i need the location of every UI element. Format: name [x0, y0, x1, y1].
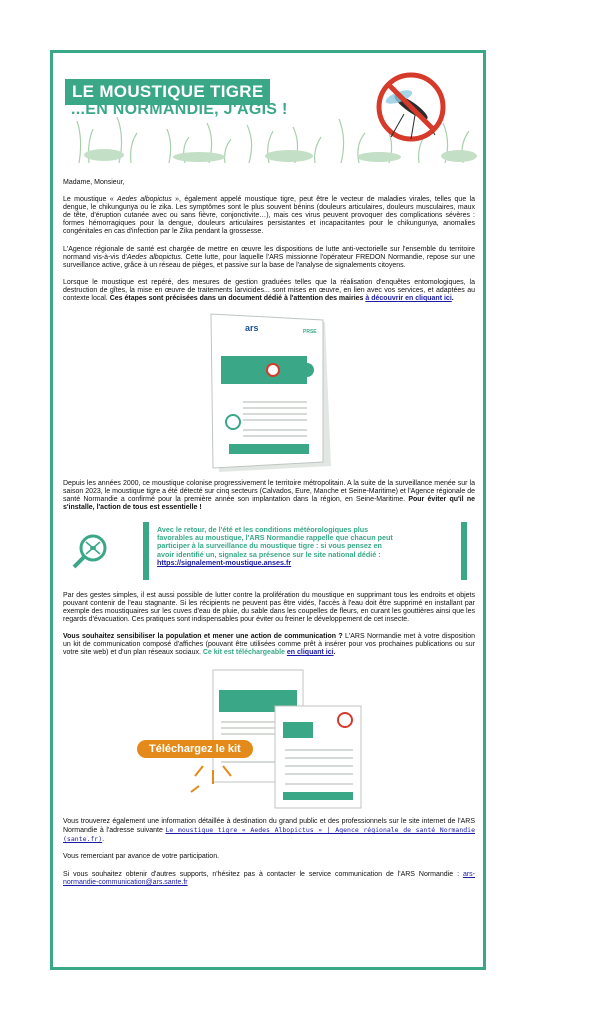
- paragraph-6: Vous souhaitez sensibiliser la population et mener une action de communication ? L'ARS Normandie met à votre disposition un kit de communication composé d'affiches (pouvant être utilisées comme prêt à insérer pour vos prochaines publications ou sur votre site web) et d'un plan réseaux sociaux. Ce kit est téléchargeable en cliquant ici.: [63, 632, 475, 657]
- paragraph-1: Le moustique « Aedes albopictus », également appelé moustique tigre, peut être le vecteur de maladies virales, telles que la dengue, le chikungunya ou le zika. Les symptômes sont le plus souvent bénins (douleurs articulaires, douleurs musculaires, maux de tête, d'éruption cutanée avec ou sans fièvre, conjonctivite…), mais ces virus peuvent provoquer des complications sévères : formes hémorragiques pour la dengue, douleurs articulaires persistantes et incapacitantes pour le chikungunya, anomalies congénitales en cas d'infection par le Zika pendant la grossesse.: [63, 196, 476, 236]
- brochure-image[interactable]: [63, 312, 475, 472]
- kit-image[interactable]: [63, 666, 475, 810]
- paragraph-3: Lorsque le moustique est repéré, des mesures de gestion graduées telles que la réalisation d'enquêtes entomologiques, la destruction de gîtes, la mise en œuvre de traitements larvicides... sont mises en œuvre, en lien avec vos services, et adaptées au contexte local. Ces étapes sont précisées dans un document dédié à l'attention des mairies à découvrir en cliquant ici.: [63, 278, 475, 303]
- paragraph-4: Depuis les années 2000, ce moustique colonise progressivement le territoire métropolitain. A la suite de la surveillance menée sur la saison 2023, le moustique tigre a été détecté sur cinq secteurs (Calvados, Eure, Manche et Seine-Maritime) et l'Agence régionale de santé Normandie a confirmé pour la première année son implantation dans la région, en Seine-Maritime. Pour éviter qu'il ne s'installe, l'action de tous est essentielle !: [63, 480, 475, 512]
- prse-badge: PRSE: [303, 329, 317, 336]
- kit-link[interactable]: en cliquant ici: [286, 649, 334, 657]
- paragraph-7: Vous trouverez également une information détaillée à destination du grand public et des professionnels sur le site internet de l'ARS Normandie à l'adresse suivante Le moustique tigre « Aedes Albopictus » | Agence régionale de santé Normandie (sante.fr).: [63, 818, 475, 844]
- ars-website-link[interactable]: Le moustique tigre « Aedes Albopictus » | Agence régionale de santé Normandie (sante.fr): [63, 826, 475, 844]
- no-mosquito-icon: [379, 75, 443, 139]
- notice-bar-left: [143, 522, 149, 580]
- email-body: [63, 179, 475, 896]
- paragraph-2: L'Agence régionale de santé est chargée de mettre en œuvre les dispositions de lutte anti-vectorielle sur l'ensemble du territoire normand vis-à-vis d'Aedes albopictus. Cette lutte, pour laquelle l'ARS missionne l'opérateur FREDON Normandie, repose sur une surveillance active, grâce à un réseau de pièges, et passive sur la base de l'analyse de signalements citoyens.: [63, 245, 475, 269]
- notice-bar-right: [461, 522, 467, 580]
- contact-email-link[interactable]: ars-normandie-communication@ars.sante.fr: [63, 870, 475, 886]
- paragraph-8: Vous remerciant par avance de votre participation.: [63, 853, 220, 861]
- signalement-link[interactable]: https://signalement-moustique.anses.fr: [157, 558, 292, 568]
- download-kit-button[interactable]: Téléchargez le kit: [137, 740, 253, 758]
- magnifier-mosquito-icon: [71, 532, 109, 570]
- paragraph-9: Si vous souhaitez obtenir d'autres supports, n'hésitez pas à contacter le service communication de l'ARS Normandie : ars-normandie-communication@ars.sante.fr: [63, 870, 475, 886]
- paragraph-5: Par des gestes simples, il est aussi possible de lutter contre la prolifération du moustique en supprimant tous les endroits et objets pouvant contenir de l'eau stagnante. Si les récipients ne peuvent pas être vidés, l'accès à l'eau doit être supprimé en installant par exemple des moustiquaires sur les cuves d'eau de pluie, du sable dans les coupelles de fleurs, en curant les gouttières ainsi que les regards d'évacuation. Ces pratiques sont indispensables pour éviter ou freiner le développement de cet insecte.: [63, 591, 475, 623]
- email-frame: [50, 50, 486, 970]
- signalement-notice: [63, 522, 475, 582]
- banner: [59, 59, 477, 163]
- ars-logo: ars: [245, 323, 259, 334]
- greeting: Madame, Monsieur,: [63, 179, 125, 186]
- notice-text: Avec le retour, de l'été et les conditions météorologiques plus favorables au moustique, l'ARS Normandie rappelle que chacun peut participer à la surveillance du moustique tigre : si vous pensez en avoir identifié un, signalez sa présence sur le site national dédié : https://signalement-moustique.anses.fr: [157, 524, 393, 568]
- mairies-document-link[interactable]: à découvrir en cliquant ici: [365, 295, 452, 303]
- banner-title: LE MOUSTIQUE TIGRE: [65, 79, 270, 105]
- banner-subtitle: ...EN NORMANDIE, J'AGIS !: [71, 101, 288, 118]
